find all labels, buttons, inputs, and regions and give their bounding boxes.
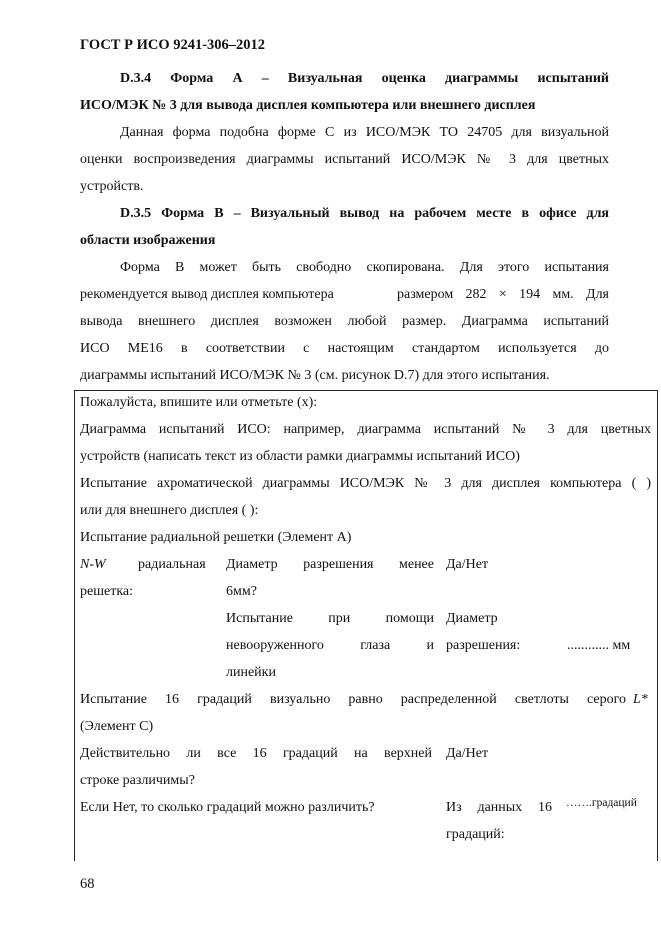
- yes-no-gray: Да/Нет: [446, 746, 489, 761]
- if-no-question: Если Нет, то сколько градаций можно различить?: [80, 800, 375, 815]
- diameter-label-1: Диаметр: [446, 611, 498, 626]
- gray-levels-line-2: (Элемент С): [80, 719, 154, 734]
- achromatic-line-2: или для внешнего дисплея ( ):: [80, 503, 259, 518]
- section-d34-para-1: Данная форма подобна форме С из ИСО/МЭК ТО 24705 для визуальной: [120, 125, 609, 140]
- iso-chart-line-2: устройств (написать текст из области рамки диаграммы испытаний ИСО): [80, 449, 520, 464]
- naked-eye-line-1: Испытание при помощи: [226, 611, 434, 626]
- section-d35-para-1: Форма В может быть свободно скопирована. Для этого испытания: [120, 260, 609, 275]
- section-d35-para-2a: рекомендуется вывод дисплея компьютера: [80, 287, 334, 302]
- section-d35-para-4: ИСО МЕ16 в соответствии с настоящим стандартом используется до: [80, 341, 609, 356]
- naked-eye-line-3: линейки: [226, 665, 276, 680]
- section-d35-para-3: вывода внешнего дисплея возможен любой размер. Диаграмма испытаний: [80, 314, 609, 329]
- section-d35-para-2b: размером 282 × 194 мм. Для: [397, 287, 609, 302]
- achromatic-line-1: Испытание ахроматической диаграммы ИСО/МЭК № 3 для дисплея компьютера ( ): [80, 476, 651, 491]
- of-16-line-1: Из данных 16: [446, 800, 552, 815]
- section-d35-para-5: диаграммы испытаний ИСО/МЭК № 3 (см. рисунок D.7) для этого испытания.: [80, 368, 550, 383]
- yes-no-radial: Да/Нет: [446, 557, 489, 572]
- document-header: ГОСТ Р ИСО 9241-306–2012: [80, 37, 266, 53]
- section-d34-para-2: оценки воспроизведения диаграммы испытаний ИСО/МЭК № 3 для цветных: [80, 152, 609, 167]
- of-16-line-2: градаций:: [446, 827, 505, 842]
- section-d34-heading-1: D.3.4 Форма А – Визуальная оценка диаграммы испытаний: [120, 71, 609, 86]
- nw-label: N-W: [80, 557, 106, 572]
- page-number: 68: [80, 876, 95, 892]
- radial-grating-title: Испытание радиальной решетки (Элемент А): [80, 530, 352, 545]
- gray-lstar: L*: [633, 692, 648, 707]
- grades-blank[interactable]: …….градаций: [566, 797, 637, 809]
- diameter-question-2: 6мм?: [226, 584, 257, 599]
- section-d34-para-3: устройств.: [80, 179, 144, 194]
- section-d34-heading-2: ИСО/МЭК № 3 для вывода дисплея компьютера или внешнего дисплея: [80, 98, 536, 113]
- section-d35-heading-2: области изображения: [80, 233, 216, 248]
- diameter-label-2: разрешения:: [446, 638, 521, 653]
- form-instruction: Пожалуйста, впишите или отметьте (x):: [80, 395, 318, 410]
- section-d35-heading-1: D.3.5 Форма В – Визуальный вывод на рабочем месте в офисе для: [120, 206, 609, 221]
- diameter-blank[interactable]: ............ мм: [567, 638, 631, 653]
- radial-word: радиальная: [138, 557, 206, 572]
- diameter-question-1: Диаметр разрешения менее: [226, 557, 434, 572]
- grating-word: решетка:: [80, 584, 134, 599]
- gray-levels-line-1: Испытание 16 градаций визуально равно распределенной светлоты серого: [80, 692, 626, 707]
- naked-eye-line-2: невооруженного глаза и: [226, 638, 434, 653]
- distinguish-line-1: Действительно ли все 16 градаций на верхней: [80, 746, 432, 761]
- iso-chart-line-1: Диаграмма испытаний ИСО: например, диаграмма испытаний № 3 для цветных: [80, 422, 651, 437]
- distinguish-line-2: строке различимы?: [80, 773, 195, 788]
